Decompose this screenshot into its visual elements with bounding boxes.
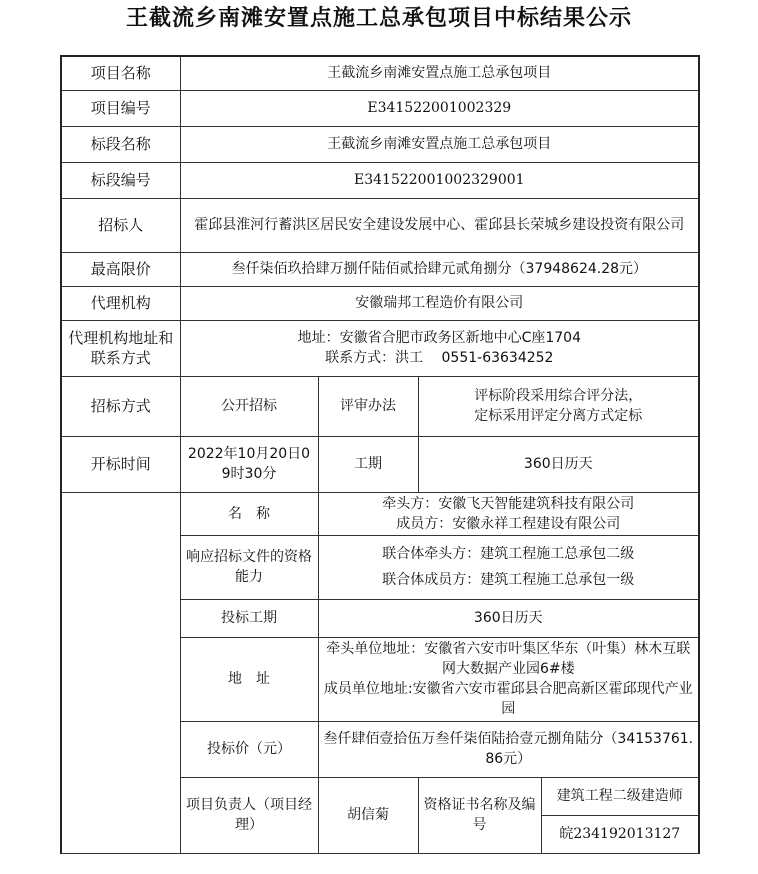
max-price-value: 叁仟柒佰玖拾肆万捌仟陆佰贰拾肆元贰角捌分（37948624.28元）: [180, 252, 699, 286]
agency-address-line: 地址：安徽省合肥市政务区新地中心C座1704: [297, 330, 581, 346]
table-row: [61, 320, 699, 376]
manager-label: 项目负责人（项目经理）: [180, 777, 318, 853]
project-name-value: 王截流乡南滩安置点施工总承包项目: [180, 56, 699, 90]
section-code-value: E341522001002329001: [180, 162, 699, 198]
max-price-label: 最高限价: [61, 252, 180, 286]
bidder-member: 成员方：安徽永祥工程建设有限公司: [396, 515, 621, 532]
bid-price-value: 叁仟肆佰壹拾伍万叁仟柒佰陆拾壹元捌角陆分（34153761.86元）: [318, 721, 699, 777]
table-row: [61, 56, 699, 90]
bid-period-value: 360日历天: [318, 599, 699, 637]
cert-name: 建筑工程二级建造师: [541, 777, 699, 815]
table-row: [61, 252, 699, 286]
project-name-label: 项目名称: [61, 56, 180, 90]
qualification-member: 联合体成员方：建筑工程施工总承包一级: [382, 572, 635, 588]
opening-label: 开标时间: [61, 436, 180, 492]
eval-value: [418, 376, 699, 436]
table-row: [61, 126, 699, 162]
manager-value: 胡信菊: [318, 777, 418, 853]
tenderer-value: 霍邱县淮河行蓄洪区居民安全建设发展中心、霍邱县长荣城乡建设投资有限公司: [180, 198, 699, 252]
cert-code: 皖234192013127: [541, 815, 699, 853]
eval-line-1: 评标阶段采用综合评分法，: [474, 388, 643, 404]
agency-address-label: 代理机构地址和联系方式: [61, 320, 180, 376]
bidder-lead: 牵头方：安徽飞天智能建筑科技有限公司: [382, 495, 635, 512]
qualification-lead: 联合体牵头方：建筑工程施工总承包二级: [382, 546, 635, 562]
table-row: [61, 436, 699, 492]
address-label: 地 址: [180, 637, 318, 721]
agency-label: 代理机构: [61, 286, 180, 320]
qualification-value: [318, 535, 699, 599]
lead-address: 牵头单位地址：安徽省六安市叶集区华东（叶集）林木互联网大数据产业园6#楼: [326, 641, 691, 677]
section-code-label: 标段编号: [61, 162, 180, 198]
table-row: [61, 198, 699, 252]
agency-value: 安徽瑞邦工程造价有限公司: [180, 286, 699, 320]
agency-contact-line: 联系方式：洪工 0551-63634252: [325, 350, 554, 366]
bid-price-label: 投标价（元）: [180, 721, 318, 777]
eval-line-2: 定标采用评定分离方式定标: [474, 408, 643, 424]
table-row: [61, 90, 699, 126]
address-value: [318, 637, 699, 721]
bidder-name-value: [318, 492, 699, 535]
table-row: [61, 162, 699, 198]
qualification-label: 响应招标文件的资格能力: [180, 535, 318, 599]
cert-label: 资格证书名称及编号: [418, 777, 541, 853]
bid-result-table: [60, 55, 700, 854]
member-address: 成员单位地址:安徽省六安市霍邱县合肥高新区霍邱现代产业园: [323, 681, 693, 717]
method-value: 公开招标: [180, 376, 318, 436]
tenderer-label: 招标人: [61, 198, 180, 252]
period-value: 360日历天: [418, 436, 699, 492]
page-title: 王截流乡南滩安置点施工总承包项目中标结果公示: [125, 5, 632, 31]
agency-address-value: [180, 320, 699, 376]
opening-value: 2022年10月20日09时30分: [180, 436, 318, 492]
table-row: [61, 492, 699, 535]
bid-period-label: 投标工期: [180, 599, 318, 637]
method-label: 招标方式: [61, 376, 180, 436]
table-row: [61, 286, 699, 320]
bidder-label-cell: [61, 492, 180, 853]
bidder-name-label: 名 称: [180, 492, 318, 535]
eval-label: 评审办法: [318, 376, 418, 436]
table-row: [61, 376, 699, 436]
project-code-value: E341522001002329: [180, 90, 699, 126]
period-label: 工期: [318, 436, 418, 492]
project-code-label: 项目编号: [61, 90, 180, 126]
section-name-label: 标段名称: [61, 126, 180, 162]
section-name-value: 王截流乡南滩安置点施工总承包项目: [180, 126, 699, 162]
